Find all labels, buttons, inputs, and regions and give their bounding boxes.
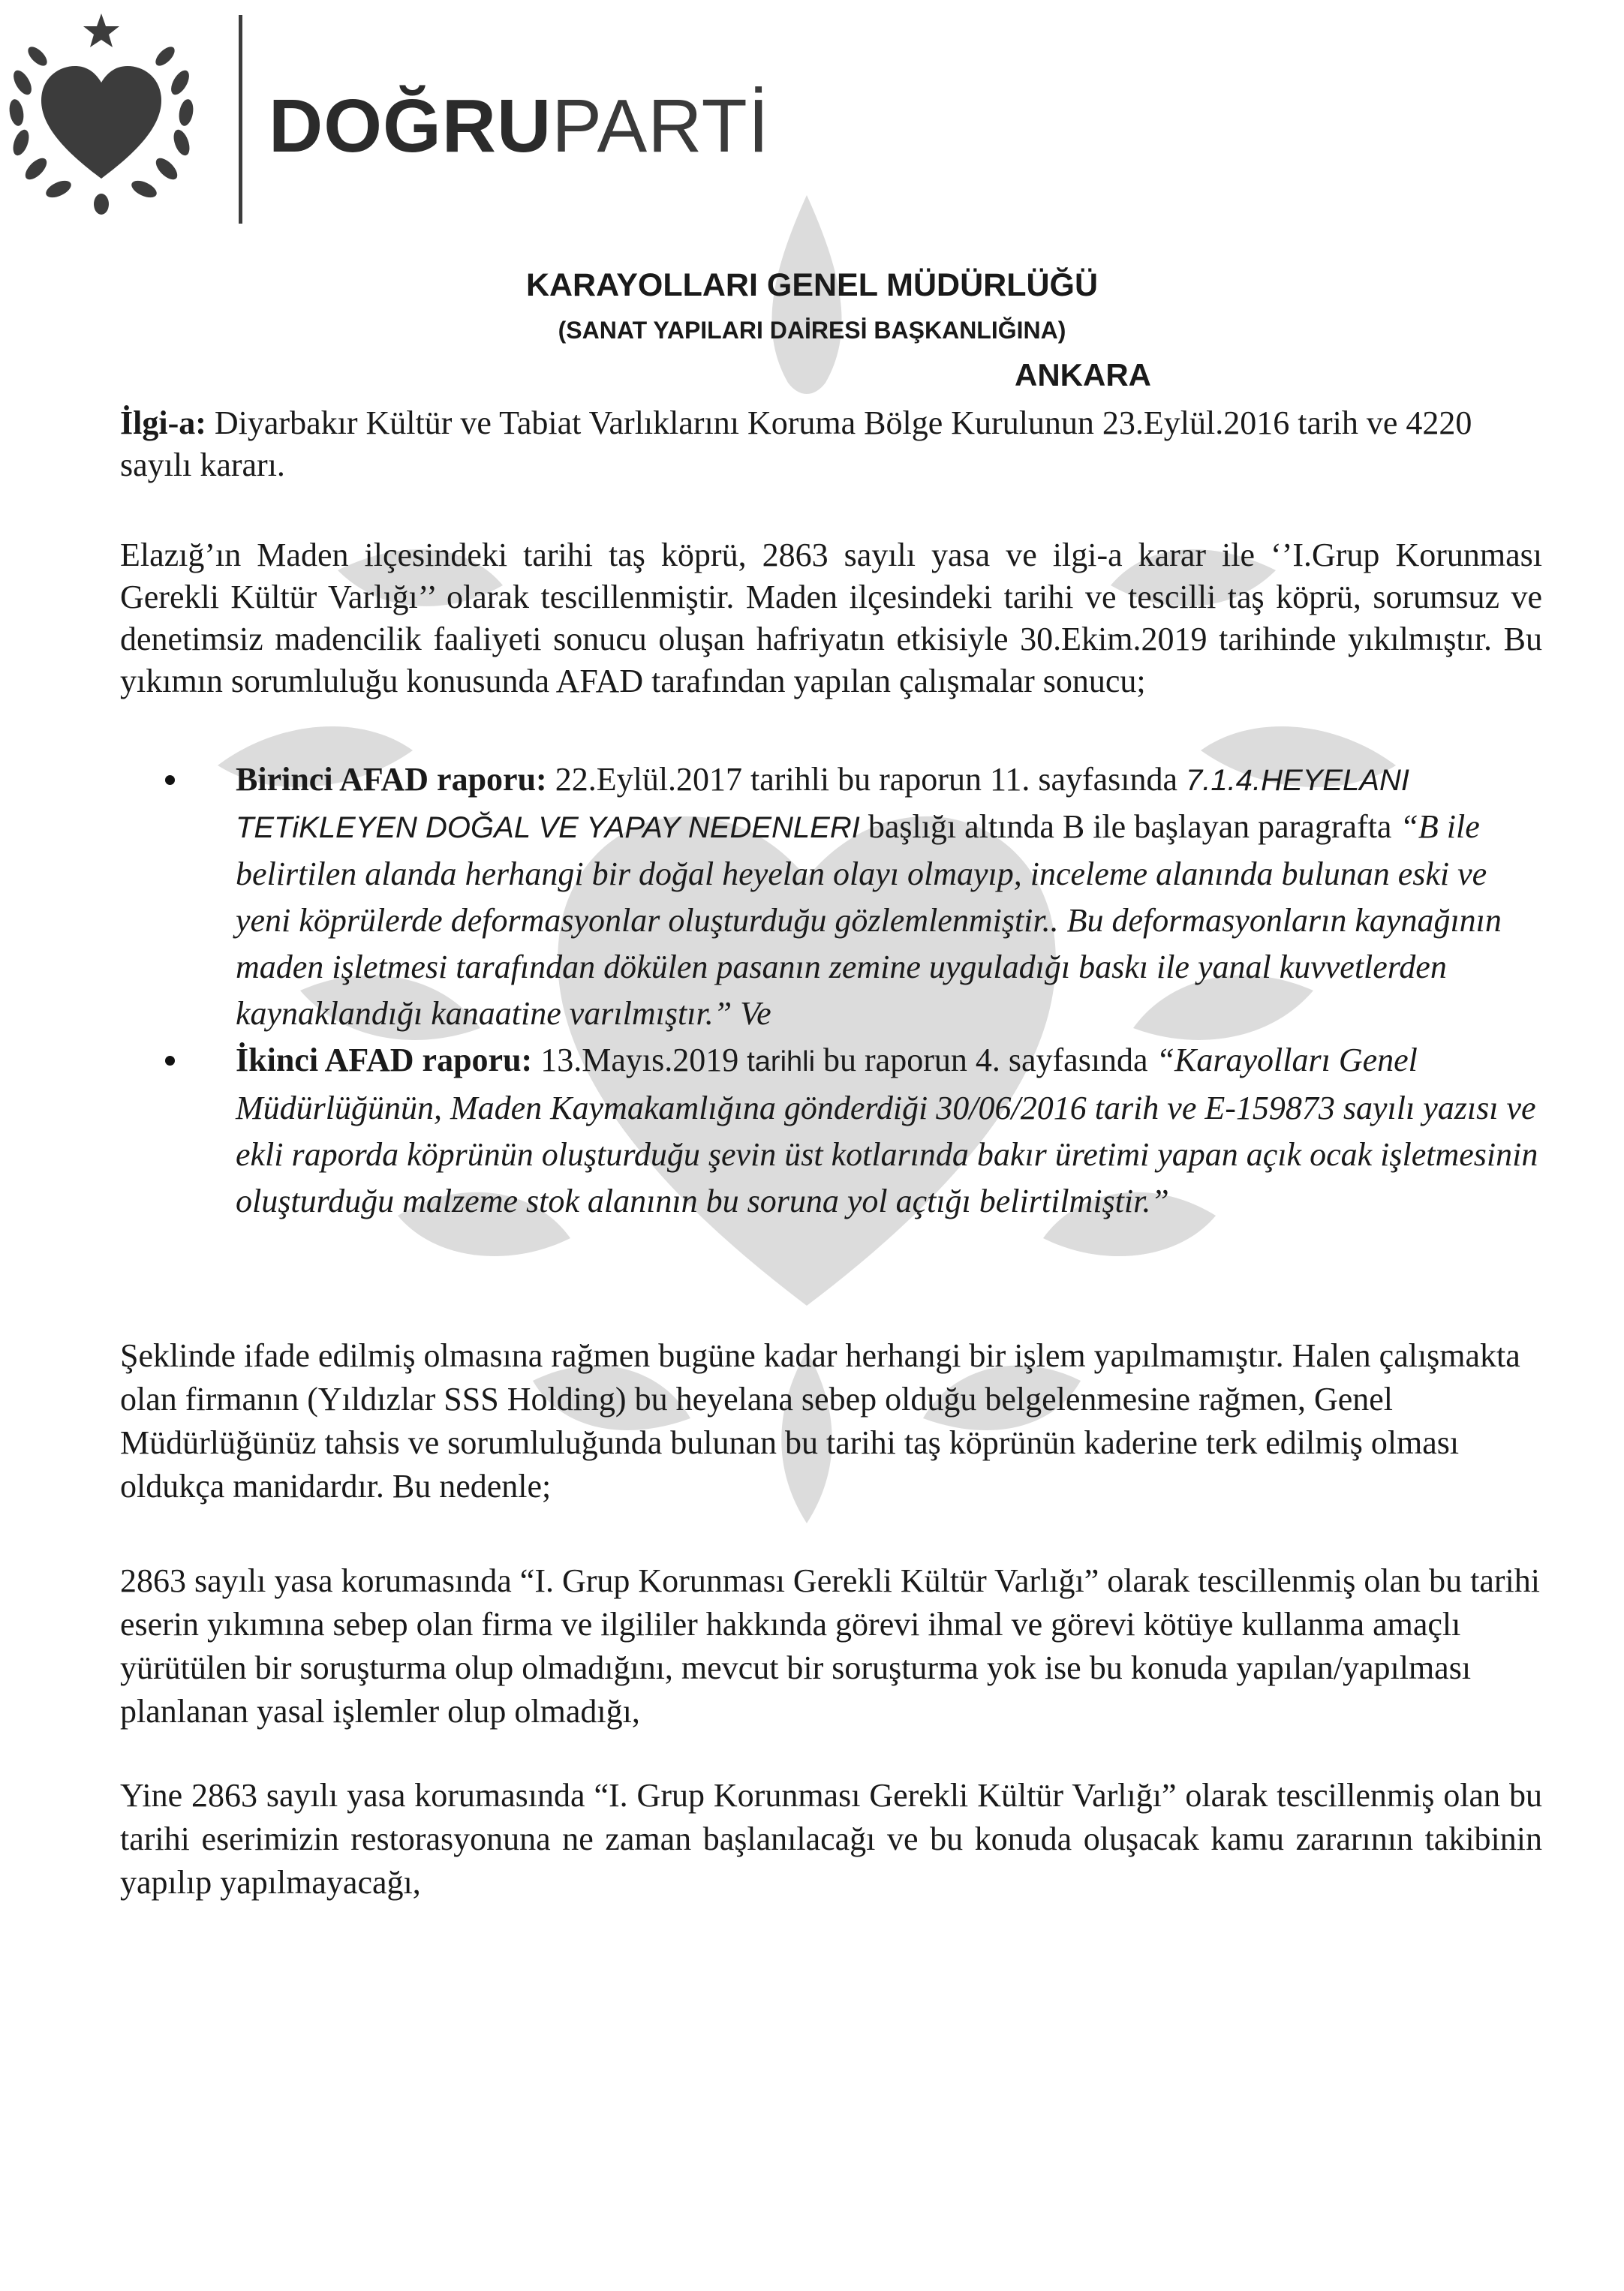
bullet-heading: 7.1.4.HEYELANI TETiKLEYEN DOĞAL VE YAPAY NEDENLERI	[236, 764, 1409, 844]
paragraph-2-text: Şeklinde ifade edilmiş olmasına rağmen bugüne kadar herhangi bir işlem yapılmamıştır. Halen çalışmakta olan firmanın (Yıldızlar SSS Holding) bu heyelana sebep olduğu belgelenmesine rağmen, Genel Müdürlüğünüz tahsis ve sorumluluğunda bulunan bu tarihi taş köprünün kaderine terk edilmiş olması oldukça manidardır. Bu nedenle;	[120, 1337, 1520, 1505]
star-icon	[83, 14, 119, 47]
bullet-label: İkinci AFAD raporu:	[236, 1042, 533, 1078]
bullet-text-2: başlığı altında B ile başlayan paragrafta	[859, 808, 1400, 845]
list-item	[165, 1037, 1542, 1225]
bullet-quote: “B ile belirtilen alanda herhangi bir doğal heyelan olayı olmayıp, inceleme alanında bulunan eski ve yeni köprülerde deformasyonlar oluşturduğu gözlemlenmiştir.. Bu deformasyonların kaynağının maden işletmesi tarafından dökülen pasanın zemine uyguladığı baskı ile yanal kuvvetlerden kaynaklandığı kanaatine varılmıştır.” Ve	[236, 808, 1502, 1032]
paragraph-4	[120, 1774, 1542, 1905]
bullet-text: 22.Eylül.2017 tarihli bu raporun 11. sayfasında	[546, 761, 1178, 798]
brand-bold: DOĞRU	[269, 84, 552, 168]
bullet-text: 13.Mayıs.2019	[532, 1042, 747, 1078]
reference-text: Diyarbakır Kültür ve Tabiat Varlıklarını Koruma Bölge Kurulunun 23.Eylül.2016 tarih ve 4220 sayılı kararı.	[120, 404, 1472, 483]
bullet-quote: “Karayolları Genel Müdürlüğünün, Maden Kaymakamlığına gönderdiği 30/06/2016 tarih ve E-159873 sayılı yazısı ve ekli raporda köprünün oluşturduğu şevin üst kotlarında bakır üretimi yapan açık ocak işletmesinin oluşturduğu malzeme stok alanının bu soruna yol açtığı belirtilmiştir.”	[236, 1042, 1538, 1219]
paragraph-3	[120, 1559, 1542, 1733]
paragraph-3-text: 2863 sayılı yasa korumasında “I. Grup Korunması Gerekli Kültür Varlığı” olarak tescillenmiş olan bu tarihi eserin yıkımına sebep olan firma ve ilgililer hakkında görevi ihmal ve görevi kötüye kullanma amaçlı yürütülen bir soruşturma olup olmadığını, mevcut bir soruşturma yok ise bu konuda yapılan/yapılması planlanan yasal işlemler olup olmadığı,	[120, 1562, 1540, 1730]
recipient-department: (SANAT YAPILARI DAİRESİ BAŞKANLIĞINA)	[558, 317, 1066, 344]
logo-divider	[239, 15, 242, 224]
paragraph-2	[120, 1334, 1542, 1508]
bullet-text-sans: tarihli	[747, 1046, 816, 1078]
heart-icon	[41, 66, 161, 179]
recipient-city: ANKARA	[1015, 357, 1151, 392]
bullet-text-2: bu raporun 4. sayfasında	[815, 1042, 1156, 1078]
brand-name	[269, 84, 770, 168]
bullet-icon	[165, 775, 175, 785]
reference-block	[120, 402, 1542, 486]
list-item	[165, 756, 1542, 1037]
paragraph-4-text: Yine 2863 sayılı yasa korumasında “I. Grup Korunması Gerekli Kültür Varlığı” olarak tescillenmiş olan bu tarihi eserimizin restorasyonuna ne zaman başlanılacağı ve bu konuda oluşacak kamu zararının takibinin yapılıp yapılmayacağı,	[120, 1777, 1542, 1901]
intro-text: Elazığ’ın Maden ilçesindeki tarihi taş köprü, 2863 sayılı yasa ve ilgi-a karar ile ‘’I.Grup Korunması Gerekli Kültür Varlığı’’ olarak tescillenmiştir. Maden ilçesindeki tarihi ve tescilli taş köprü, sorumsuz ve denetimsiz madencilik faaliyeti sonucu oluşan hafriyatın etkisiyle 30.Ekim.2019 tarihinde yıkılmıştır. Bu yıkımın sorumluluğu konusunda AFAD tarafından yapılan çalışmalar sonucu;	[120, 537, 1542, 699]
reference-label: İlgi-a:	[120, 404, 206, 441]
recipient-title: KARAYOLLARI GENEL MÜDÜRLÜĞÜ	[525, 267, 1099, 303]
bullet-label: Birinci AFAD raporu:	[236, 761, 547, 798]
afad-report-list	[165, 756, 1542, 1225]
bullet-icon	[165, 1056, 175, 1066]
brand-light: PARTİ	[552, 84, 770, 168]
intro-paragraph	[120, 534, 1542, 702]
